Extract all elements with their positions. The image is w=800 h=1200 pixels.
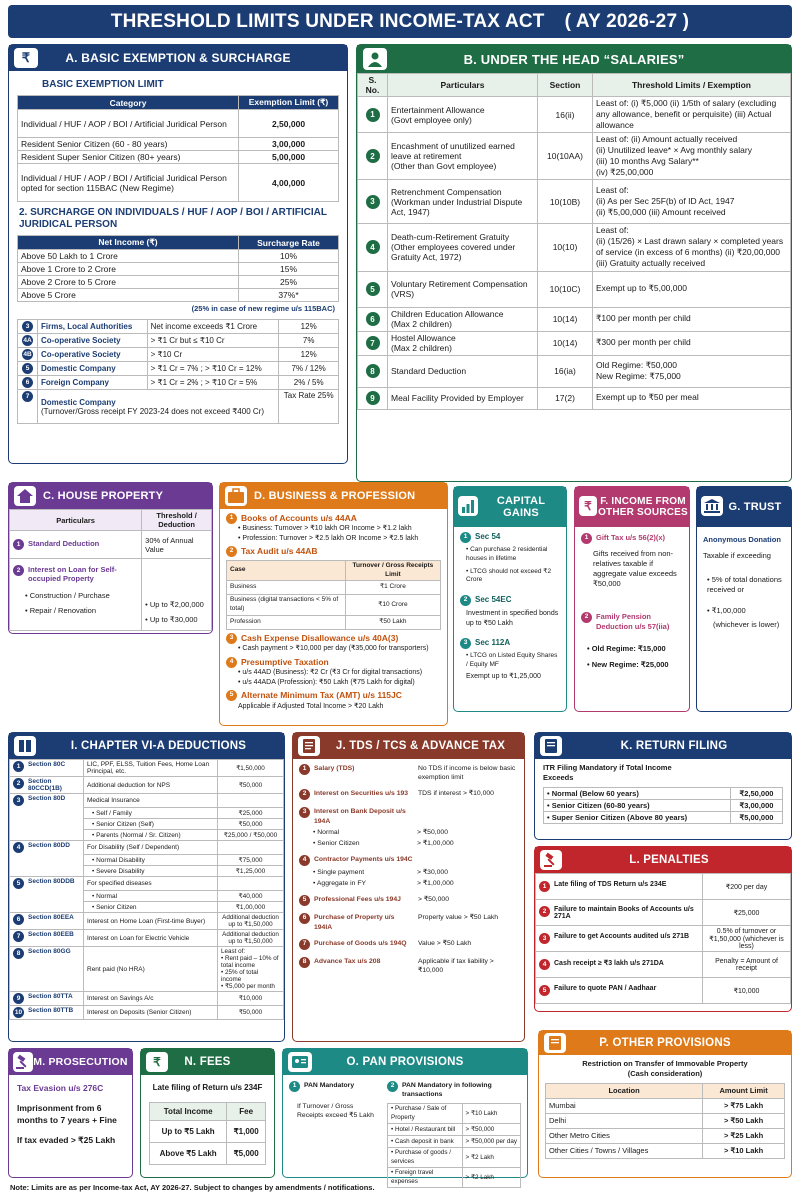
id-card-icon (288, 1052, 312, 1072)
section-g-title: G. TRUST (728, 501, 782, 513)
table-row: • Senior Citizen (60-80 years) ₹3,00,000 (544, 799, 783, 811)
table-row: Delhi > ₹50 Lakh (546, 1113, 785, 1128)
row-number: 2 (13, 778, 24, 789)
table-row: 7 Domestic Company (Turnover/Gross receipt FY 2023-24 does not exceed ₹400 Cr) Tax Rate 25% (18, 390, 339, 424)
table-row (10, 841, 284, 855)
table-header: S. No. Particulars Section Threshold Limits / Exemption (358, 74, 791, 97)
section-f: ₹ F. INCOME FROM OTHER SOURCES 1 Gift Tax u/s 56(2)(x) Gifts received from non-relatives taxable if aggregate value exceeds ₹50,000 2 Family Pension Deduction u/s 57(iia) • Old Regime: ₹15,000 • New Regime: ₹25,000 (574, 486, 690, 712)
table-row (10, 913, 284, 930)
row-number: 6 (299, 913, 310, 924)
particular: Cash receipt ≥ ₹3 lakh u/s 271DA (554, 960, 664, 967)
table-row (358, 307, 791, 331)
table-row (10, 930, 284, 947)
section-l-header (535, 847, 791, 873)
table-row (358, 97, 791, 133)
section-o-header (283, 1049, 527, 1075)
table-row (358, 331, 791, 355)
row-number: 2 (299, 789, 310, 800)
table-row (358, 355, 791, 387)
list-item (299, 957, 518, 975)
page-title: THRESHOLD LIMITS UNDER INCOME-TAX ACT (110, 10, 545, 32)
section-l-title: L. PENALTIES (629, 854, 709, 866)
table-row: • Super Senior Citizen (Above 80 years) ₹5,00,000 (544, 811, 783, 823)
particular: Meal Facility Provided by Employer (391, 393, 524, 404)
section-code: Section 80TTA (28, 993, 73, 1000)
section-code: Section 80GG (28, 948, 71, 955)
section-code: 10(10) (538, 224, 593, 271)
section-code: Section 80CCD(1B) (28, 778, 62, 792)
limit (218, 877, 284, 891)
list-item (299, 895, 518, 906)
section-f-title: F. INCOME FROM OTHER SOURCES (598, 496, 688, 518)
table-row: 4B Co-operative Society > ₹10 Cr 12% (18, 348, 339, 362)
section-j (292, 732, 525, 1042)
surcharge-entities-table (17, 319, 339, 424)
section-c-title: C. HOUSE PROPERTY (43, 490, 164, 502)
list-item (299, 939, 518, 950)
threshold: ₹100 per month per child (593, 307, 791, 331)
section-code: 10(10B) (538, 180, 593, 224)
row-number: 10 (14, 1009, 23, 1016)
table-row: 1 Standard Deduction 30% of Annual Value (10, 531, 212, 559)
section-n-title: N. FEES (184, 1056, 231, 1068)
rupee-icon: ₹ (146, 1052, 168, 1072)
threshold: Least of: (i) ₹5,000 (ii) 1/5th of salary (excluding any allowance, benefit or perquisite) (iii) Actual allowance (593, 97, 791, 133)
table-row: Other Cities / Towns / Villages > ₹10 Lakh (546, 1143, 785, 1158)
document-icon (544, 1033, 566, 1053)
section-n-header (141, 1049, 274, 1075)
section-code: Section 80EEA (28, 914, 74, 921)
threshold: Applicable if tax liability > ₹10,000 (418, 957, 494, 974)
gavel-icon (540, 850, 562, 870)
row-number: 5 (366, 282, 380, 296)
table-row: • Self / Family ₹25,000 (10, 808, 284, 819)
section-e: CAPITAL GAINS 1 Sec 54 • Can purchase 2 residential houses in lifetime • LTCG should not exceed ₹2 Crore 2 Sec 54EC Investment in specified bonds up to ₹50 Lakh 3 Sec 112A • LTCG on Listed Equity Shares / Equity MF Exempt up to ₹1,25,000 (453, 486, 567, 712)
row-number: 5 (13, 878, 24, 889)
particular: Children Education Allowance (391, 309, 504, 320)
section-f-header (575, 487, 689, 527)
particular-note: (Workman under Industrial Dispute Act, 1947) (391, 196, 523, 217)
section-code: 17(2) (538, 387, 593, 409)
table-row (10, 1006, 284, 1020)
row-number: 9 (366, 391, 380, 405)
surcharge-subtitle: 2. SURCHARGE ON INDIVIDUALS / HUF / AOP / BOI / ARTIFICIAL JURIDICAL PERSON (19, 207, 327, 230)
row-number: 1 (539, 881, 550, 892)
row-number: 8 (366, 364, 380, 378)
house-property-table: Particulars Threshold / Deduction 1 Standard Deduction 30% of Annual Value 2 Interest on Loan for Self-occupied Property • Construction / Purchase • Repair / Renovation • Up to ₹2,00,000 • Up to ₹30,000 (9, 509, 212, 631)
row-number: 4A (23, 337, 32, 344)
particular: Interest on Loan for Electric Vehicle (84, 930, 218, 947)
section-code: 10(14) (538, 307, 593, 331)
section-o: O. PAN PROVISIONS 1 PAN Mandatory If Turnover / Gross Receipts exceed ₹5 Lakh 2 PAN Mandatory in following transactions • Purchase / Sale of Property > ₹10 Lakh • Hotel / Restaurant bill > ₹50,000 • Cash deposit in bank > ₹50,000 per day • Purchase of goods / services > ₹2 Lakh • Foreign travel expenses > ₹2 Lakh (282, 1048, 528, 1178)
table-row: • Severe Disability ₹1,25,000 (10, 866, 284, 877)
section-g-header (697, 487, 791, 527)
basic-exemption-subtitle: BASIC EXEMPTION LIMIT (42, 79, 164, 90)
threshold: Least of: (ii) Amount actually received (ii) Unutilized leave* × Avg monthly salary (iii) 10 months Avg Salary** (iv) ₹25,00,000 (593, 133, 791, 180)
row-number: 5 (539, 985, 550, 996)
particular-note: (Max 2 children) (391, 319, 452, 330)
row-number: 1 (366, 108, 380, 122)
row-number: 4 (366, 240, 380, 254)
salaries-table (357, 73, 791, 410)
section-d-title: D. BUSINESS & PROFESSION (254, 490, 416, 502)
threshold: TDS if interest > ₹10,000 (418, 790, 494, 798)
particular: Late filing of TDS Return u/s 234E (554, 881, 667, 888)
fees-table: Total Income Fee Up to ₹5 Lakh ₹1,000 Above ₹5 Lakh ₹5,000 (149, 1102, 266, 1165)
penalties-table (535, 873, 791, 1004)
book-icon (14, 736, 36, 756)
limit (218, 841, 284, 855)
threshold: Exempt up to ₹5,00,000 (593, 271, 791, 307)
section-code: Section 80EEB (28, 931, 74, 938)
row-number: 3 (22, 321, 33, 332)
particular: Rent paid (No HRA) (84, 947, 218, 992)
particular-note: (Other than Govt employee) (391, 161, 497, 172)
row-number: 3 (366, 195, 380, 209)
immovable-property-table: Location Amount Limit Mumbai > ₹75 Lakh Delhi > ₹50 Lakh Other Metro Cities > ₹25 Lakh Other Cities / Towns / Villages > ₹10 Lakh (545, 1083, 785, 1159)
bank-building-icon (701, 496, 723, 516)
section-k-title: K. RETURN FILING (620, 740, 728, 752)
table-row: Resident Senior Citizen (60 - 80 years) 3,00,000 (18, 138, 339, 151)
section-i (8, 732, 285, 1042)
section-code: 10(10AA) (538, 133, 593, 180)
row-number: 7 (13, 931, 24, 942)
table-row: • Parents (Normal / Sr. Citizen) ₹25,000 / ₹50,000 (10, 830, 284, 841)
section-a-title: A. BASIC EXEMPTION & SURCHARGE (65, 51, 291, 65)
table-row: 6 Foreign Company > ₹1 Cr = 2% ; > ₹10 Cr = 5% 2% / 5% (18, 376, 339, 390)
table-row (358, 180, 791, 224)
form-icon (540, 736, 562, 756)
list-item (299, 789, 518, 800)
table-row: • Normal ₹40,000 (10, 891, 284, 902)
table-row: • Hotel / Restaurant bill > ₹50,000 (388, 1124, 521, 1136)
section-k-header (535, 733, 791, 759)
particular: Standard Deduction (391, 366, 467, 377)
section-g: G. TRUST Anonymous Donation Taxable if exceeding • 5% of total donations received or • ₹1,00,000 (whichever is lower) (696, 486, 792, 712)
table-row: • Purchase of goods / services > ₹2 Lakh (388, 1148, 521, 1168)
table-row: Business (digital transactions < 5% of total) ₹10 Crore (227, 595, 441, 616)
table-row: • Cash deposit in bank > ₹50,000 per day (388, 1136, 521, 1148)
section-c (8, 482, 213, 634)
table-row: Above 5 Crore 37%* (18, 289, 339, 302)
briefcase-icon (225, 486, 247, 506)
row-number: 1 (299, 764, 310, 775)
row-number: 6 (13, 914, 24, 925)
table-row (10, 877, 284, 891)
row-number: 3 (539, 933, 550, 944)
table-row (358, 387, 791, 409)
particular: Encashment of unutilized earned leave at retirement (391, 141, 515, 162)
assessment-year: ( AY 2026-27 ) (564, 10, 690, 32)
list-item: 3 Interest on Bank Deposit u/s 194A • Normal > ₹50,000 • Senior Citizen > ₹1,00,000 (299, 807, 518, 848)
table-row: Above 50 Lakh to 1 Crore 10% (18, 250, 339, 263)
table-row: Other Metro Cities > ₹25 Lakh (546, 1128, 785, 1143)
limit (218, 794, 284, 808)
section-p: P. OTHER PROVISIONS Restriction on Transfer of Immovable Property (Cash consideration) Location Amount Limit Mumbai > ₹75 Lakh Delhi > ₹50 Lakh Other Metro Cities > ₹25 Lakh Other Cities / Towns / Villages > ₹10 Lakh (538, 1030, 792, 1178)
return-filing-table (543, 787, 783, 824)
section-o-title: O. PAN PROVISIONS (346, 1056, 464, 1068)
surcharge-table (17, 235, 339, 302)
list-item (299, 913, 518, 931)
particular: Medical Insurance (84, 794, 218, 808)
row-number: 7 (366, 336, 380, 350)
section-a (8, 44, 348, 464)
table-row: Profession ₹50 Lakh (227, 615, 441, 629)
particular: Failure to get Accounts audited u/s 271B (554, 933, 690, 940)
table-row: Above ₹5 Lakh ₹5,000 (150, 1143, 266, 1165)
row-number: 6 (22, 377, 33, 388)
table-row (358, 224, 791, 271)
section-e-title: CAPITAL GAINS (496, 495, 546, 519)
limit: ₹1,50,000 (218, 760, 284, 777)
table-row (536, 926, 791, 952)
rupee-icon: ₹ (14, 48, 38, 68)
table-row: Individual / HUF / AOP / BOI / Artificial Juridical Person 2,50,000 (18, 110, 339, 138)
footer-note: Note: Limits are as per Income-tax Act, AY 2026-27. Subject to changes by amendments / notifications. (10, 1183, 375, 1192)
table-row: • Senior Citizen ₹1,00,000 (10, 902, 284, 913)
row-number: 7 (299, 939, 310, 950)
list-item (299, 764, 518, 782)
particular: Interest on Savings A/c (84, 992, 218, 1006)
table-row: • Normal Disability ₹75,000 (10, 855, 284, 866)
table-row (358, 271, 791, 307)
section-l (534, 846, 792, 1012)
particular-note: (Govt employee only) (391, 114, 472, 125)
section-n: ₹ N. FEES Late filing of Return u/s 234F Total Income Fee Up to ₹5 Lakh ₹1,000 Above ₹5 Lakh ₹5,000 (140, 1048, 275, 1178)
row-number: 4 (539, 959, 550, 970)
section-k: K. RETURN FILING ITR Filing Mandatory if Total Income Exceeds • Normal (Below 60 years) ₹2,50,000 • Senior Citizen (60-80 years) ₹3,00,000 • Super Senior Citizen (Above 80 years) ₹5,00,000 (534, 732, 792, 840)
row-number: 9 (13, 993, 24, 1004)
table-row (536, 952, 791, 978)
section-c-header (9, 483, 212, 509)
penalty: 0.5% of turnover or ₹1,50,000 (whichever is less) (703, 926, 791, 952)
particular: Retrenchment Compensation (391, 186, 502, 197)
surcharge-note: (25% in case of new regime u/s 115BAC) (191, 304, 335, 313)
table-row: Above 2 Crore to 5 Crore 25% (18, 276, 339, 289)
list-item: 4 Contractor Payments u/s 194C • Single payment > ₹30,000 • Aggregate in FY > ₹1,00,000 (299, 855, 518, 888)
particular: Interest on Securities u/s 193 (314, 790, 409, 798)
pan-transactions-table (387, 1103, 521, 1188)
particular: Contractor Payments u/s 194C (314, 856, 413, 864)
penalty: ₹200 per day (703, 874, 791, 900)
table-row: Above 1 Crore to 2 Crore 15% (18, 263, 339, 276)
table-row: • Foreign travel expenses > ₹2 Lakh (388, 1168, 521, 1188)
table-row (536, 874, 791, 900)
col-net-income: Net Income (₹) (18, 236, 239, 250)
table-row: • Purchase / Sale of Property > ₹10 Lakh (388, 1104, 521, 1124)
table-row (358, 133, 791, 180)
threshold: Least of: (ii) As per Sec 25F(b) of ID Act, 1947 (ii) ₹5,00,000 (iii) Amount received (593, 180, 791, 224)
table-row: 5 Domestic Company > ₹1 Cr = 7% ; > ₹10 Cr = 12% 7% / 12% (18, 362, 339, 376)
particular: Additional deduction for NPS (84, 777, 218, 794)
section-i-header (9, 733, 284, 759)
threshold: ₹300 per month per child (593, 331, 791, 355)
page-title-bar (8, 5, 792, 38)
section-code: Section 80D (28, 795, 66, 802)
user-icon (363, 48, 387, 70)
section-code: Section 80DD (28, 842, 70, 849)
particular: For specified diseases (84, 877, 218, 891)
table-row: Business ₹1 Crore (227, 581, 441, 595)
section-b (356, 44, 792, 482)
table-row (10, 794, 284, 808)
section-d: D. BUSINESS & PROFESSION 1 Books of Accounts u/s 44AA • Business: Turnover > ₹10 lakh OR Income > ₹1.2 lakh • Profession: Turnover > ₹2.5 lakh OR Income > ₹2.5 lakh 2 Tax Audit u/s 44AB Case Turnover / Gross Receipts Limit Business ₹1 Crore Business (digital transactions < 5% of total) ₹10 Crore Profession ₹50 Lakh 3 Cash Expense Disallowance u/s 40A(3) • Cash payment > ₹10,000 per day (₹35,000 for transporters) 4 Presumptive Taxation • u/s 44AD (Business): ₹2 Cr (₹3 Cr for digital transactions) • u/s 44ADA (Profession): ₹50 Lakh (₹75 Lakh for digital) 5 Alternate Minimum Tax (AMT) u/s 115JC Applicable if Adjusted Total Income > ₹20 Lakh (219, 482, 448, 726)
row-number: 7 (22, 391, 33, 402)
document-icon (298, 736, 320, 756)
limit: ₹50,000 (218, 777, 284, 794)
section-i-title: I. CHAPTER VI-A DEDUCTIONS (70, 740, 247, 752)
chart-growth-icon (458, 496, 478, 516)
particular-note: (Other employees covered under Gratuity Act, 1972) (391, 242, 516, 263)
particular: Purchase of Property u/s 194IA (314, 914, 395, 931)
table-row (10, 992, 284, 1006)
section-b-header (357, 45, 791, 73)
row-number: 2 (366, 149, 380, 163)
table-row: 2 Interest on Loan for Self-occupied Property • Construction / Purchase • Repair / Renovation • Up to ₹2,00,000 • Up to ₹30,000 (10, 559, 212, 631)
row-number: 4 (13, 842, 24, 853)
table-row (536, 900, 791, 926)
particular: Purchase of Goods u/s 194Q (314, 939, 407, 947)
section-m-header (9, 1049, 132, 1075)
table-row: • Senior Citizen (Self) ₹50,000 (10, 819, 284, 830)
penalty: Penalty = Amount of receipt (703, 952, 791, 978)
table-row: Mumbai > ₹75 Lakh (546, 1098, 785, 1113)
particular: Advance Tax u/s 208 (314, 957, 381, 965)
threshold: Value > ₹50 Lakh (418, 939, 472, 947)
section-j-title: J. TDS / TCS & ADVANCE TAX (335, 740, 506, 752)
section-m-title: M. PROSECUTION (33, 1056, 128, 1068)
threshold: Least of: (ii) (15/26) × Last drawn salary × completed years of service (in excess of 6 months) (ii) ₹20,00,000 (iii) Gratuity actually received (593, 224, 791, 271)
row-number: 8 (13, 948, 24, 959)
threshold: Exempt up to ₹50 per meal (593, 387, 791, 409)
section-code: 10(14) (538, 331, 593, 355)
section-code: Section 80C (28, 761, 66, 768)
threshold: Property value > ₹50 Lakh (418, 914, 499, 922)
row-number: 5 (299, 895, 310, 906)
particular: Interest on Home Loan (First-time Buyer) (84, 913, 218, 930)
table-row: • Normal (Below 60 years) ₹2,50,000 (544, 787, 783, 799)
particular: Death-cum-Retirement Gratuity (391, 232, 510, 243)
section-code: Section 80TTB (28, 1007, 74, 1014)
section-a-header (9, 45, 347, 71)
row-number: 2 (539, 906, 550, 917)
penalty: ₹25,000 (703, 900, 791, 926)
basic-exemption-table (17, 95, 339, 202)
table-row: Up to ₹5 Lakh ₹1,000 (150, 1121, 266, 1143)
table-row (536, 978, 791, 1004)
col-surcharge-rate: Surcharge Rate (239, 236, 339, 250)
gavel-icon (13, 1052, 33, 1072)
penalty: ₹10,000 (703, 978, 791, 1004)
section-e-header (454, 487, 566, 527)
table-row: Resident Super Senior Citizen (80+ years) 5,00,000 (18, 151, 339, 164)
limit: Least of: • Rent paid – 10% of total income • 25% of total income • ₹5,000 per month (218, 947, 284, 992)
threshold: No TDS if income is below basic exemption limit (418, 765, 516, 782)
row-number: 4 (299, 855, 310, 866)
row-number: 1 (13, 761, 24, 772)
particular: Interest on Bank Deposit u/s 194A (314, 808, 406, 825)
particular: Voluntary Retirement Compensation (VRS) (391, 279, 528, 300)
limit: ₹50,000 (218, 1006, 284, 1020)
section-code: 16(ii) (538, 97, 593, 133)
col-category: Category (18, 96, 239, 110)
house-icon (14, 486, 36, 506)
section-d-header (220, 483, 447, 509)
table-row: Individual / HUF / AOP / BOI / Artificial Juridical Person opted for section 115BAC (New Regime) 4,00,000 (18, 164, 339, 202)
section-code: 10(10C) (538, 271, 593, 307)
limit: Additional deduction up to ₹1,50,000 (218, 913, 284, 930)
particular: Interest on Deposits (Senior Citizen) (84, 1006, 218, 1020)
section-j-header (293, 733, 524, 759)
rupee-icon: ₹ (579, 496, 597, 516)
particular: Professional Fees u/s 194J (314, 896, 401, 904)
col-exemption-limit: Exemption Limit (₹) (239, 96, 339, 110)
row-number: 8 (299, 957, 310, 968)
limit: ₹10,000 (218, 992, 284, 1006)
table-row: 3 Firms, Local Authorities Net income exceeds ₹1 Crore 12% (18, 320, 339, 334)
section-b-title: B. UNDER THE HEAD “SALARIES” (463, 51, 685, 67)
limit: Additional deduction up to ₹1,50,000 (218, 930, 284, 947)
particular: For Disability (Self / Dependent) (84, 841, 218, 855)
particular: LIC, PPF, ELSS, Tuition Fees, Home Loan Principal, etc. (84, 760, 218, 777)
row-number: 3 (299, 807, 310, 818)
threshold: > ₹50,000 (418, 896, 449, 904)
section-p-title: P. OTHER PROVISIONS (599, 1037, 731, 1049)
threshold: Old Regime: ₹50,000 New Regime: ₹75,000 (593, 355, 791, 387)
table-row (10, 947, 284, 992)
particular: Failure to quote PAN / Aadhaar (554, 985, 657, 992)
table-row (10, 777, 284, 794)
row-number: 5 (22, 363, 33, 374)
deductions-table (9, 759, 284, 1020)
row-number: 4B (23, 351, 32, 358)
particular: Salary (TDS) (314, 765, 355, 772)
table-row: 4A Co-operative Society > ₹1 Cr but ≤ ₹10 Cr 7% (18, 334, 339, 348)
particular-note: (Max 2 children) (391, 343, 452, 354)
particular: Failure to maintain Books of Accounts u/s 271A (554, 905, 694, 920)
particular: Entertainment Allowance (391, 104, 485, 115)
table-row (10, 760, 284, 777)
tax-audit-table: Case Turnover / Gross Receipts Limit Business ₹1 Crore Business (digital transactions < 5% of total) ₹10 Crore Profession ₹50 Lakh (226, 560, 441, 630)
section-m: M. PROSECUTION Tax Evasion u/s 276C Imprisonment from 6 months to 7 years + Fine If tax evaded > ₹25 Lakh (8, 1048, 133, 1178)
row-number: 6 (366, 312, 380, 326)
section-p-header (539, 1031, 791, 1055)
particular: Hostel Allowance (391, 333, 456, 344)
section-code: Section 80DDB (28, 878, 75, 885)
row-number: 3 (13, 795, 24, 806)
section-code: 16(ia) (538, 355, 593, 387)
